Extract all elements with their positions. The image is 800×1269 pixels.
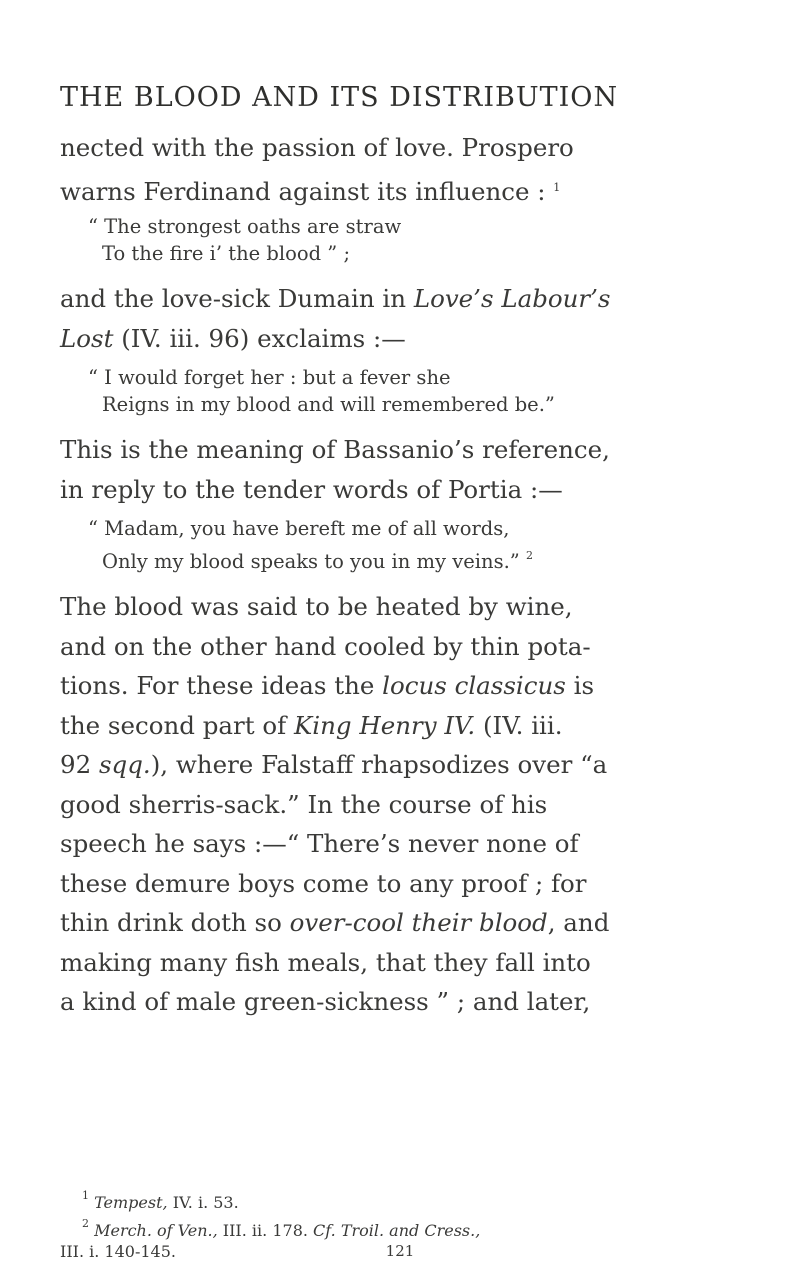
running-head: THE BLOOD AND ITS DISTRIBUTION [60,82,619,113]
footnote-1: $^1$ Tempest, IV. i. 53. [82,1189,239,1212]
text-line: 92 sqq.), where Falstaff rhapsodizes over “a [60,750,608,779]
footnote-2-continued: III. i. 140-145. [60,1242,176,1261]
text-line: and the love-sick Dumain in Love’s Labour’s [60,284,611,313]
verse-quote-bassanio: “ Madam, you have bereft me of all words, Only my blood speaks to you in my veins.” $^2$ [88,517,533,573]
text-line: Lost (IV. iii. 96) exclaims :— [60,323,406,353]
footnote-ref-2[interactable]: 2 [525,549,533,562]
text-line: tions. For these ideas the locus classicus is [60,671,595,700]
text-line: warns Ferdinand against its influence : $^1$ [60,176,561,206]
text-line: in reply to the tender words of Portia :— [60,474,563,504]
body-text [60,128,750,1022]
text-line: and on the other hand cooled by thin pota- [60,631,591,661]
text-line: these demure boys come to any proof ; for [60,868,587,898]
footnote-2: $^2$ Merch. of Ven., III. ii. 178. Cf. Troil. and Cress., [82,1217,481,1240]
verse-quote-tempest: “ The strongest oaths are straw To the fire i’ the blood ” ; [88,215,402,265]
text-line: The blood was said to be heated by wine, [60,592,573,621]
text-line: the second part of King Henry IV. (IV. iii. [60,710,563,740]
text-line: thin drink doth so over-cool their blood, and [60,908,610,937]
work-title: King Henry IV. [293,710,476,740]
work-title: Love’s Labour’s [413,284,611,313]
verse-quote-dumain: “ I would forget her : but a fever she Reigns in my blood and will remembered be.” [88,366,555,416]
text-line: speech he says :—“ There’s never none of [60,829,579,858]
text-line: making many fish meals, that they fall into [60,947,591,977]
work-title: Lost [60,323,114,353]
text-line: nected with the passion of love. Prospero [60,133,574,162]
text-line: a kind of male green-sickness ” ; and later, [60,987,591,1016]
text-line: good sherris-sack.” In the course of his [60,789,548,819]
text-line: This is the meaning of Bassanio’s reference, [60,435,610,464]
page-number: 121 [385,1242,415,1260]
footnote-ref-1[interactable]: 1 [553,180,561,194]
